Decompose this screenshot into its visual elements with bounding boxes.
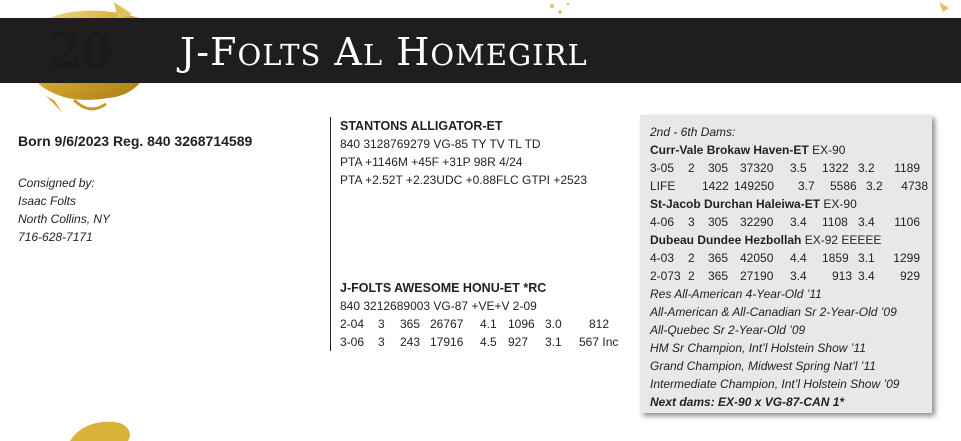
lot-number: 20: [48, 24, 113, 78]
gold-paint-splash-bottom: [60, 415, 140, 441]
record-cell: 3.1: [858, 251, 875, 265]
record-cell: 1106: [894, 215, 920, 229]
record-cell: 3.2: [866, 179, 883, 193]
record-cell: 2: [688, 251, 695, 265]
dam-record-row: [650, 159, 932, 177]
name-part: OMEGIRL: [430, 38, 588, 72]
record-cell: 913: [831, 269, 852, 283]
award-line: HM Sr Champion, Int’l Holstein Show ’11: [650, 341, 866, 355]
record-cell: 3.1: [545, 335, 562, 349]
record-cell: 4-06: [650, 215, 675, 229]
pedigree-bracket: [330, 117, 331, 351]
gold-fleck-corner: [935, 0, 961, 18]
record-cell: 2: [688, 161, 695, 175]
record-cell: 27190: [740, 269, 774, 283]
record-cell: 1859: [822, 251, 849, 265]
record-cell: 1108: [822, 215, 848, 229]
name-part: A: [321, 30, 363, 74]
lifetime-record-row: [650, 177, 932, 195]
dam-record-row: [340, 315, 618, 333]
extended-dams-box: [640, 115, 932, 413]
dam-entry-name: [650, 195, 932, 213]
award-line: All-American & All-Canadian Sr 2-Year-Old ’09: [650, 305, 897, 319]
award-line: All-Quebec Sr 2-Year-Old ’09: [650, 323, 806, 337]
dam-name: Curr-Vale Brokaw Haven-ET: [650, 143, 809, 157]
record-cell: 927: [508, 335, 529, 349]
gold-fleck: [540, 0, 580, 20]
record-cell: 37320: [740, 161, 774, 175]
record-cell: 4.1: [480, 317, 497, 331]
record-cell: 3: [688, 215, 695, 229]
dam-block: [340, 279, 618, 351]
dam-name: St-Jacob Durchan Haleiwa-ET: [650, 197, 821, 211]
record-cell: 26767: [430, 317, 464, 331]
dam-record-row: [650, 213, 932, 231]
dam-score: EX-90: [812, 143, 846, 157]
record-cell: 3.4: [790, 215, 807, 229]
record-cell: 4-03: [650, 251, 675, 265]
record-cell: 1322: [822, 161, 849, 175]
record-cell: 17916: [430, 335, 464, 349]
dam-entry-name: [650, 231, 932, 249]
name-part: J-F: [180, 30, 238, 74]
animal-name: [180, 22, 588, 82]
record-cell: 3: [378, 335, 385, 349]
record-cell: 243: [400, 335, 421, 349]
next-dams: Next dams: EX-90 x VG-87-CAN 1*: [650, 395, 845, 409]
record-cell: 1096: [508, 317, 535, 331]
record-cell: 929: [899, 269, 920, 283]
award-line: Grand Champion, Midwest Spring Nat’l ’11: [650, 359, 876, 373]
record-cell: 3.2: [858, 161, 875, 175]
name-part: H: [383, 30, 431, 74]
dam-record-row: [340, 333, 618, 351]
consignor-location: North Collins, NY: [18, 212, 111, 226]
record-cell: 4.5: [480, 335, 497, 349]
sire-pta-type: PTA +2.52T +2.23UDC +0.88FLC GTPI +2523: [340, 173, 588, 187]
name-part: L: [362, 38, 384, 72]
record-cell: 3: [378, 317, 385, 331]
dam-name: Dubeau Dundee Hezbollah: [650, 233, 802, 247]
record-cell: 812: [588, 317, 609, 331]
record-cell: 3.5: [790, 161, 807, 175]
sire-pta: PTA +1146M +45F +31P 98R 4/24: [340, 155, 523, 169]
record-cell: 305: [708, 215, 729, 229]
record-cell: 1299: [893, 251, 920, 265]
birth-registration: Born 9/6/2023 Reg. 840 3268714589: [18, 133, 253, 149]
record-cell: 3.0: [545, 317, 562, 331]
record-cell: 3.4: [858, 269, 875, 283]
dam-record-row: [650, 249, 932, 267]
record-cell: 42050: [740, 251, 774, 265]
record-cell: 365: [708, 251, 729, 265]
record-cell: 3.4: [858, 215, 875, 229]
dam-score: EX-92 EEEEE: [804, 233, 882, 247]
record-cell: 4738: [901, 179, 928, 193]
dams-heading: 2nd - 6th Dams:: [650, 125, 736, 139]
dam-entry-name: [650, 141, 932, 159]
record-cell: 2: [688, 269, 695, 283]
record-cell: 3-05: [650, 161, 675, 175]
record-cell: 32290: [740, 215, 774, 229]
record-cell: 3.4: [790, 269, 807, 283]
record-cell: 1189: [894, 161, 920, 175]
record-cell: 149250: [734, 179, 775, 193]
sire-block: [340, 117, 587, 189]
dam-record-row: [650, 267, 932, 285]
dam-registration: 840 3212689003 VG-87 +VE+V 2-09: [340, 299, 537, 313]
record-cell: 3-06: [340, 335, 365, 349]
sire-name: STANTONS ALLIGATOR-ET: [340, 119, 503, 133]
record-cell: 4.4: [790, 251, 807, 265]
award-line: Res All-American 4-Year-Old ’11: [650, 287, 822, 301]
consignor-info: [18, 174, 110, 246]
record-cell: 3.7: [798, 179, 815, 193]
consignor-phone: 716-628-7171: [18, 230, 93, 244]
record-cell: 2-073: [650, 269, 681, 283]
sire-registration: 840 3128769279 VG-85 TY TV TL TD: [340, 137, 541, 151]
record-cell: 305: [708, 161, 729, 175]
record-cell: 2-04: [340, 317, 365, 331]
dam-score: EX-90: [823, 197, 857, 211]
record-cell: 5586: [830, 179, 857, 193]
record-cell: 1422: [702, 179, 729, 193]
record-cell: 365: [400, 317, 421, 331]
dam-name: J-FOLTS AWESOME HONU-ET *RC: [340, 281, 547, 295]
award-line: Intermediate Champion, Int’l Holstein Show ’09: [650, 377, 900, 391]
record-cell: 365: [708, 269, 729, 283]
name-part: OLTS: [237, 38, 322, 72]
record-cell: LIFE: [650, 179, 676, 193]
consignor-name: Isaac Folts: [18, 194, 77, 208]
consigned-label: Consigned by:: [18, 176, 95, 190]
record-cell: 567 Inc: [579, 335, 619, 349]
